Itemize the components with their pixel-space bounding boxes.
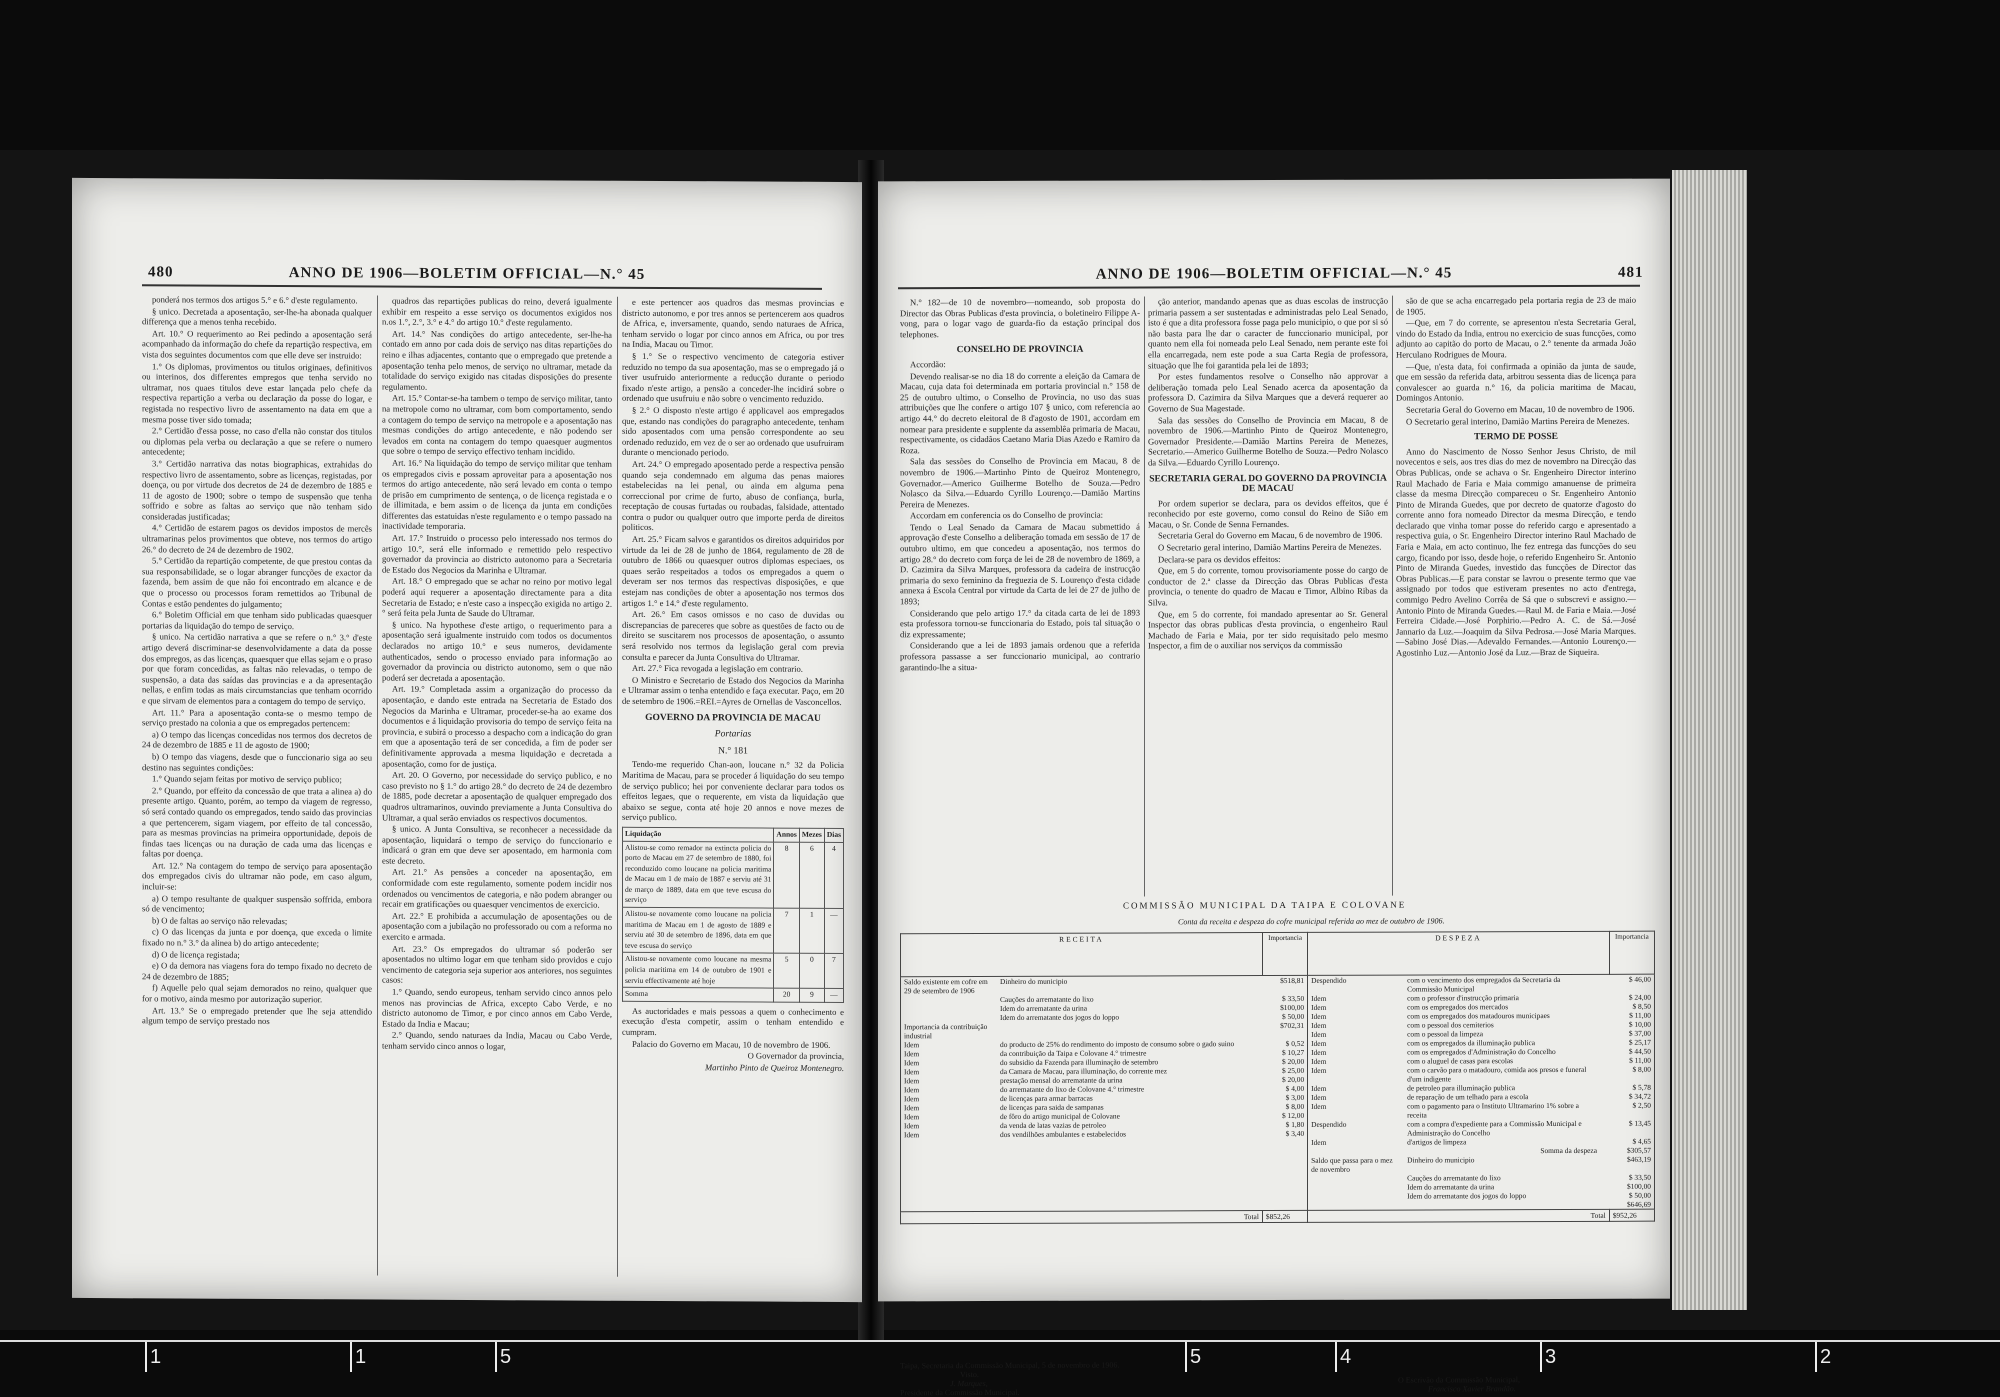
saldo-row-cell: Idem do arrematante da urina <box>1407 1182 1495 1192</box>
receita-row-cell: do producto de 25% do rendimento do imposto de consumo sobre o gado suino <box>1000 1039 1235 1049</box>
saldo-row-cell: $ 50,00 <box>1628 1190 1651 1200</box>
liq-cell: 5 <box>774 954 799 989</box>
section-subtitle: Portarias <box>714 729 752 740</box>
despeza-row <box>1308 1101 1654 1120</box>
liq-header-cell: Mezes <box>799 828 824 842</box>
receita-row-cell: da venda de latas vazias de petroleo <box>1000 1120 1106 1130</box>
receita-row-cell <box>997 1021 1253 1040</box>
paragraph: Sala das sessões do Conselho de Provincia em Macau, 8 de novembro de 1906.—Martinho Pinto de Queiroz Montenegro, Governador Presidente.—Damião Martins Pereira de Menezes, Secretario.—Americo Guilherme Botelho de Souza.—Pedro Nolasco da Silva.—Eduardo Cyrillo Lourenço. <box>1148 414 1388 468</box>
signature-name: Martinho Pinto de Queiroz Montenegro. <box>705 1062 844 1073</box>
paragraph: O Ministro e Secretario de Estado dos Negocios da Marinha e Ultramar assim o tenha entendido e faça executar. Paço, em 20 de setembro de 1906.=REI.=Ayres de Ornellas de Vasconcellos. <box>622 674 844 707</box>
paragraph: Art. 15.° Contar-se-ha tambem o tempo de serviço militar, tanto na metropole como no ultramar, com bom comportamento, sendo a contagem do tempo de serviço na metropole e a aposentação nas mesmas condições do artigo antecedente, e não podendo ser levados em conta na contagem do tempo quaesquer augmentos que sobre o tempo de serviço effectivo tenham incidido. <box>382 392 612 457</box>
saldo-total <box>1308 1200 1654 1210</box>
ruler-tick <box>1335 1342 1337 1372</box>
receita-row-cell: da contribuição da Taipa e Colovane 4.° trimestre <box>1000 1048 1147 1058</box>
paragraph: O Secretario geral interino, Damião Martins Pereira de Menezes. <box>1406 415 1630 427</box>
paragraph: Sala das sessões do Conselho de Provincia em Macau, 8 de novembro de 1906.—Martinho Pinto de Queiroz Montenegro, Governador.—Americo Guilherme Botelho de Souza.—Pedro Nolasco da Silva.—Eduardo Cyrillo Lourenço.—Damião Martins Pereira de Menezes. <box>900 455 1140 509</box>
paragraph: 3.° Certidão narrativa das notas biographicas, extrahidas do respectivo livro de assentamento, sobre as licenças, registadas, por doença, ou por virtude dos decretos de 24 de dezembro de 1885 e 11 de agosto de 1900; sobre o tempo de suspensão que tenha soffrido e sobre as faltas ao serviço que não tenham sido consideradas justificadas; <box>142 458 372 522</box>
liq-row <box>623 988 844 1003</box>
despeza-row-cell: Idem <box>1311 1101 1327 1111</box>
liq-cell: Alistou-se como remador na extincta policia do porto de Macau em 27 de setembro de 1880, foi reconduzido como loucane na policia maritima de Macau em 1 de maio de 1887 e serviu até 31 de março de 1889, data em que teve escusa do serviço <box>623 841 774 908</box>
paragraph: 5.° Certidão da repartição competente, de que prestou contas da sua responsabilidade, se o logar abranger funcções de exactor da fazenda, bem assim de que não foi encontrado em alcance e de que o processo ou processos foram remettidos ao Tribunal de Contas e estão pendentes do julgamento; <box>142 555 372 609</box>
liq-row <box>623 841 844 909</box>
saldo-row-cell <box>1308 1192 1404 1201</box>
receita-cell <box>901 975 1308 1211</box>
liq-cell: 4 <box>824 842 843 909</box>
paragraph: N.° 182—de 10 de novembro—nomeando, sob proposta do Director das Obras Publicas d'esta provincia, o boletineiro Filippe A-vong, para o logar vago de guarda-fio da estação principal dos telephones. <box>900 296 1140 340</box>
footer-escrivao-title: O Escrivão da Commissão Municipal, <box>1398 1375 1520 1385</box>
left-column-3 <box>622 297 844 1278</box>
running-title: ANNO DE 1906—BOLETIM OFFICIAL—N.° 45 <box>1095 265 1453 283</box>
receita-row-cell: Idem <box>904 1085 920 1095</box>
despeza-row-cell: Idem <box>1311 1065 1327 1075</box>
receita-row-cell: $ 20,00 <box>1281 1074 1305 1084</box>
paragraph: Art. 19.° Completada assim a organização do processo da aposentação, e dando este entrada na Secretaria de Estado dos Negocios da Marinha e Ultramar, proceder-se-ha ao exame dos documentos e á liquidação provisoria do tempo de serviço feita na provincia, e subirá o processo a despacho com a indicação do gran em que a aposentação terá de ser concedida, a fim de poder ser definitivamente approvada a mesma liquidação e decretada a aposentação, como for de justiça. <box>382 683 612 769</box>
receita-row-cell: prestação mensal do arrematante da urina <box>1000 1075 1123 1085</box>
left-column-1 <box>142 294 372 1275</box>
receita-row-cell: $ 1,80 <box>1285 1119 1305 1129</box>
ruler-tick <box>145 1342 147 1372</box>
accounts-title: COMMISSÃO MUNICIPAL DA TAIPA E COLOVANE <box>1123 899 1407 911</box>
saldo-row-cell: Dinheiro do municipio <box>1407 1155 1475 1165</box>
despeza-row-cell: $ 37,00 <box>1628 1028 1651 1038</box>
accounts-table <box>900 931 1655 1225</box>
receita-row-cell: $100,00 <box>1280 1002 1305 1012</box>
despeza-row-cell: $ 8,00 <box>1632 1064 1651 1074</box>
paragraph: b) O tempo das viagens, desde que o funccionario siga ao seu destino nas seguintes condições: <box>142 751 372 773</box>
despeza-row-cell: com o professor d'instrucção primaria <box>1407 993 1519 1003</box>
receita-row <box>901 976 1307 995</box>
receita-row-cell: de fôro do artigo municipal de Colovane <box>1000 1111 1120 1121</box>
paragraph: Devendo realisar-se no dia 18 do corrente a eleição da Camara de Macau, cuja data foi determinada em portaria provincial n.° 158 de 25 de outubro ultimo, o Conselho de Provincia, no uso das suas attribuições que lhe confere o artigo 107 § unico, com referencia ao artigo 44.° do decreto eleitoral de 8 d'agosto de 1901, accordam em nomear para presidente e supplente da assemblêa primaria de Macau, respectivamente, os cidadãos Caetano Maria Dias Azedo e Ramiro da Roza. <box>900 370 1140 456</box>
paragraph: 6.° Boletim Official em que tenham sido publicadas quaesquer portarias da liquidação do tempo de serviço. <box>142 609 372 631</box>
paragraph: Por estes fundamentos resolve o Conselho não approvar a deliberação tomada pelo Leal Senado acerca da aposentação da professora D. Cazimira da Silva Marques que a deverá requerer ao Governo de Sua Magestade. <box>1148 370 1388 414</box>
paragraph: Art. 17.° Instruido o processo pelo interessado nos termos do artigo 10.°, será elle informado e remettido pelo respectivo governador da provincia ao districto autonomo para a Secretaria de Estado dos Negocios da Marinha e Ultramar. <box>382 532 612 576</box>
liq-cell: 8 <box>774 842 799 909</box>
despeza-row-cell: $ 11,00 <box>1629 1010 1651 1020</box>
column-divider <box>617 297 618 1277</box>
paragraph: Art. 11.° Para a aposentação conta-se o mesmo tempo de serviço prestado na colonia a que os empregados pertencem: <box>142 706 372 729</box>
despeza-row-cell: Despendido <box>1311 1119 1347 1129</box>
footer-visto-name: J. Marques, <box>950 1378 988 1389</box>
paragraph: § 1.° Se o respectivo vencimento de categoria estiver reduzido no tempo da sua aposentação, mas se o empregado já o tiver usufruido anteriormente a reducção durante o periodo fixado n'este artigo, a pensão a conceder-lhe incidirá sobre o ordenado que usufruiu e não sobre o vencimento reduzido. <box>622 350 844 405</box>
portaria-text: Tendo-me requerido Chan-aon, loucane n.° 32 da Policia Maritima de Macau, para se proceder á liquidação do seu tempo de serviço publico; hei por conveniente declarar para todos os effeitos legaes, que o requerente, em vista da liquidação que abaixo se segue, conta até hoje 20 annos e nove mezes de serviço publico. <box>622 759 844 823</box>
despeza-row-cell: Idem <box>1311 1137 1327 1147</box>
receita-row-cell: $ 3,00 <box>1285 1092 1305 1102</box>
receita-row-cell: do arrematante do lixo de Colovane 4.° trimestre <box>1000 1084 1145 1094</box>
despeza-row-cell: com o pessoal dos cemiterios <box>1407 1020 1494 1030</box>
saldo-row-cell: Cauções do arrematante do lixo <box>1407 1173 1501 1183</box>
signature-title: O Governador da provincia, <box>747 1050 844 1062</box>
footer-place-date: Taipa, Secretaria da Commissão Municipal, 5 de novembro de 1906. <box>900 1360 1120 1371</box>
section-title: SECRETARIA GERAL DO GOVERNO DA PROVINCIA DE MACAU <box>1149 473 1387 495</box>
receita-row-cell: Idem <box>904 1121 920 1131</box>
despeza-row <box>1308 1119 1654 1138</box>
paragraph: c) O das licenças da junta e por doença, que exceda o limite fixado no n.° 3.° da alinea b) do artigo antecedente; <box>142 926 372 949</box>
receita-row-cell: Dinheiro do municipio <box>1000 976 1068 986</box>
paragraph: Considerando que pelo artigo 17.° da citada carta de lei de 1893 esta professora tornou-se funccionaria do Estado, pois tal situação o diz expressamente; <box>900 607 1140 640</box>
ruler-tick <box>495 1342 497 1372</box>
paragraph: Que, em 5 do corrente, tomou provisoriamente posse do cargo de conductor de 2.ª classe da Direcção das Obras Publicas d'esta provincia, o tenente do quadro de Macau e Timor, Albino Ribas da Silva. <box>1148 564 1388 608</box>
paragraph: 2.° Quando, sendo naturaes da India, Macau ou Cabo Verde, tenham servido cinco annos o logar, <box>382 1029 612 1052</box>
paragraph: 1.° Quando sejam feitas por motivo de serviço publico; <box>152 773 342 785</box>
despeza-row-cell: $ 10,00 <box>1628 1019 1651 1029</box>
despeza-row-cell: $ 46,00 <box>1628 974 1651 984</box>
despeza-row <box>1308 975 1654 994</box>
accounts-subtitle: Conta da receita e despeza do cofre municipal referida ao mez de outubro de 1906. <box>1178 916 1445 927</box>
despeza-total-label: Total <box>1308 1209 1610 1222</box>
paragraph: Secretaria Geral do Governo em Macau, 10 de novembro de 1906. <box>1406 403 1635 415</box>
column-divider <box>377 296 378 1276</box>
despeza-row-cell: d'artigos de limpeza <box>1407 1137 1467 1147</box>
receita-row-cell: Idem <box>904 1067 920 1077</box>
liq-cell: Alistou-se novamente como loucane na policia maritima de Macau em 1 de agosto de 1889 e serviu até 30 de setembro de 1896, data em que teve escusa do serviço <box>623 907 774 953</box>
ruler-mark: 5 <box>500 1346 512 1368</box>
importancia-header: Importancia <box>1609 931 1654 974</box>
despeza-row-cell: $ 8,50 <box>1632 1001 1651 1011</box>
paragraph: O Secretario geral interino, Damião Martins Pereira de Menezes. <box>1158 541 1382 553</box>
paragraph: Art. 22.° E prohibida a accumulação de aposentações ou de aposentação com a jubilação no professorado ou com a reforma no exercito e armada. <box>382 910 612 942</box>
paragraph: d) O de licença registada; <box>152 948 240 960</box>
ruler-mark: 4 <box>1340 1346 1352 1368</box>
paragraph: —Que, em 7 do corrente, se apresentou n'esta Secretaria Geral, vindo do Estado da India, entrou no exercicio de suas funcções, como adjunto ao capitão do porto de Macau, o 2.° tenente da armada João Herculano Rodrigues de Moura. <box>1396 316 1636 360</box>
receita-row-cell: Idem do arrematante da urina <box>1000 1003 1088 1013</box>
despeza-row-cell: com o vencimento dos empregados da Secretaria da Commissão Municipal <box>1407 975 1561 994</box>
column-divider <box>1392 296 1393 896</box>
liq-header-cell: Dias <box>824 828 843 842</box>
portaria-number: N.° 181 <box>718 746 748 757</box>
despeza-row-cell: Despendido <box>1311 975 1347 985</box>
paragraph: Art. 25.° Ficam salvos e garantidos os direitos adquiridos por virtude da lei de 28 de junho de 1864, regulamento de 28 de outubro de 1866 ou quaesquer outros diplomas especiaes, os quaes serão respeitados a todos os empregados a quem o deveram ser nos termos das respectivas disposições, e que estejam nas condições de obter a aposentação nos termos dos artigos 1.° e 14.° d'este regulamento. <box>622 533 844 609</box>
paragraph: Art. 23.° Os empregados do ultramar só poderão ser aposentados no ultimo logar em que tenham sido providos e cujo vencimento de categoria seja superior aos anteriores, nos seguintes casos: <box>382 943 612 986</box>
receita-row <box>901 1021 1307 1040</box>
scan-ruler <box>0 1340 2000 1380</box>
paragraph: b) O de faltas ao serviço não relevadas; <box>152 915 288 926</box>
despeza-row-cell: com os empregados d'Administração do Concelho <box>1407 1047 1556 1057</box>
ruler-tick <box>350 1342 352 1372</box>
receita-row-cell: de licenças para armar barracas <box>1000 1093 1093 1103</box>
importancia-header: Importancia <box>1262 932 1307 975</box>
paragraph: Considerando que a lei de 1893 jamais ordenou que a referida professora passasse a ser funccionario municipal, ao contrario garantindo-lhe a situa- <box>900 639 1140 672</box>
receita-row-cell: de licenças para saida de sampanas <box>1000 1102 1104 1112</box>
place-date: Palacio do Governo em Macau, 10 de novembro de 1906. <box>632 1038 831 1050</box>
despeza-header: DESPEZA <box>1308 931 1610 975</box>
paragraph: Art. 10.° O requerimento ao Rei pedindo a aposentação será acompanhado da informação do chefe da repartição respectiva, em vista dos seguintes documentos com que elle deve ser instruido: <box>142 328 372 361</box>
paragraph: Art. 24.° O empregado aposentado perde a respectiva pensão quando seja condemnado em alguma das penas maiores estabelecidas na lei penal, ou ainda em alguma pena correccional por crime de furto, abuso de confiança, burla, receptação de cousas furtadas ou roubadas, falsidade, attentado contra o pudor ou qualquer outro que importe perda de direitos politicos. <box>622 458 844 533</box>
receita-row-cell: Cauções do arrematante do lixo <box>1000 994 1094 1004</box>
receita-row-cell: da Camara de Macau, para illuminação, do corrente mez <box>1000 1066 1168 1076</box>
despeza-row-cell: $ 4,65 <box>1632 1136 1651 1146</box>
receita-row-cell: $ 25,00 <box>1281 1065 1305 1075</box>
receita-row-cell: Saldo existente em cofre em 29 de setembro de 1906 <box>904 976 988 996</box>
despeza-row-cell: Idem <box>1311 1083 1327 1093</box>
paragraph: Tendo o Leal Senado da Camara de Macau submettido á approvação d'este Conselho a deliberação tomada em sessão de 17 de outubro ultimo, em que concedeu a aposentação, nos termos do artigo 28.° do decreto com força de lei de 28 de novembro de 1869, a D. Cazimira da Silva Marques, professora da cadeira de instrucção primaria do sexo feminino da freguezia de S. Lourenço d'esta cidade annexa á Escola Central por virtude da Carta de lei de 27 de julho de 1893; <box>900 521 1140 607</box>
despeza-row-cell: com o carvão para o matadouro, comida aos presos e funeral d'um indigente <box>1407 1064 1587 1084</box>
left-page <box>72 178 862 1302</box>
liq-cell: 20 <box>774 988 799 1002</box>
receita-row-cell: Idem do arrematante dos jogos do loppo <box>1000 1012 1120 1022</box>
saldo-row-cell: $463,19 <box>1626 1154 1651 1164</box>
receita-row-cell: $ 8,00 <box>1285 1101 1305 1111</box>
despeza-row-cell: $ 5,78 <box>1632 1082 1651 1092</box>
liq-cell: — <box>824 989 843 1003</box>
despeza-row-cell: Idem <box>1311 1092 1327 1102</box>
paragraph: Art. 14.° Nas condições do artigo antecedente, ser-lhe-ha contado em anno por cada dois de serviço nas ditas repartições do reino e ilhas adjacentes, contanto que o empregado que pretende a aposentação tenha pelo menos, de serviço no ultramar, metade da totalidade do serviço exigido nas citadas disposições do presente regulamento. <box>382 328 612 392</box>
liq-cell: 7 <box>824 954 843 989</box>
saldo-row-cell: $ 33,50 <box>1628 1172 1651 1182</box>
receita-row-cell: Idem <box>904 1130 920 1140</box>
liq-cell: 0 <box>799 954 824 989</box>
receita-row-cell: Importancia da contribuição industrial <box>904 1022 988 1041</box>
paragraph: Art. 18.° O empregado que se achar no reino por motivo legal poderá aqui requerer a aposentação directamente para a dita Secretaria de Estado; e n'este caso a inspecção exigida no artigo 2.° será feita pela Junta de Saude do Ultramar. <box>382 576 612 619</box>
paragraph: e) O da demora nas viagens fora do tempo fixado no decreto de 24 de dezembro de 1885; <box>142 960 372 982</box>
liq-cell: — <box>824 908 843 953</box>
paragraph: 2.° Certidão d'essa posse, no caso d'ella não constar dos titulos ou diplomas pela verba ou declaração a que se refere o numero antecedente; <box>142 425 372 457</box>
paragraph: quadros das repartições publicas do reino, deverá igualmente exhibir em respeito a esse serviço os documentos exigidos nos n.os 1.°, 2.°, 3.° e 4.° do artigo 10.° d'este regulamento. <box>382 295 612 328</box>
despeza-row <box>1308 1065 1654 1084</box>
right-column-3 <box>1396 295 1636 896</box>
paragraph: Art. 13.° Se o empregado pretender que lhe seja attendido algum tempo de serviço prestado nos <box>142 1004 372 1027</box>
right-column-1 <box>900 296 1140 897</box>
paragraph: Declara-se para os devidos effeitos: <box>1158 553 1281 565</box>
paragraph: a) O tempo resultante de qualquer suspensão soffrida, embora só de vencimento; <box>142 893 372 914</box>
saldo-total-cell: $646,69 <box>1626 1199 1651 1209</box>
liq-cell: 6 <box>799 842 824 909</box>
saldo-row-cell <box>1308 1174 1404 1183</box>
liq-header-cell: Liquidação <box>623 827 774 841</box>
despeza-row-cell: com os empregados dos matadouros municipaes <box>1407 1011 1550 1021</box>
paragraph: a) O tempo das licenças concedidas nos termos dos decretos de 24 de dezembro de 1885 e 11 de agosto de 1900; <box>142 729 372 751</box>
despeza-list <box>1308 975 1654 1210</box>
liq-cell: 7 <box>774 908 799 954</box>
despeza-row-cell: de petroleo para illuminação publica <box>1407 1083 1516 1093</box>
paragraph: 4.° Certidão de estarem pagos os devidos impostos de mercês ultramarinas pelos provimentos que obteve, nos termos do artigo 26.° do decreto de 24 de dezembro de 1902. <box>142 522 372 555</box>
ruler-tick <box>1815 1342 1817 1372</box>
page-number: 481 <box>1618 264 1644 281</box>
receita-row-cell: $ 4,00 <box>1285 1083 1305 1093</box>
paragraph: Por ordem superior se declara, para os devidos effeitos, que é reconhecido por este governo, como consul do Reino de Sião em Macau, o Sr. Conde de Senna Fernandes. <box>1148 497 1388 530</box>
despeza-row-cell: Idem <box>1311 1056 1327 1066</box>
receita-row-cell: $ 50,00 <box>1281 1011 1305 1021</box>
receita-row-cell: $ 0,52 <box>1285 1038 1305 1048</box>
despeza-row-cell: $ 11,00 <box>1629 1055 1651 1065</box>
despeza-row-cell: $ 44,50 <box>1628 1046 1651 1056</box>
saldo-total-cell <box>1308 1200 1600 1210</box>
saldo-row-cell: Saldo que passa para o mez de novembro <box>1311 1155 1393 1174</box>
paragraph: —Que, n'esta data, foi confirmada a opinião da junta de saude, que em sessão da referida data, arbitrou sessenta dias de licença para convalescer ao guarda n.° 16, da policia maritima de Macau, Domingos Antonio. <box>1396 360 1636 403</box>
paragraph: 1.° Quando, sendo europeus, tenham servido cinco annos pelo menos nas provincias de Africa, excepto Cabo Verde, e no districto autonomo de Timor, e por cinco annos em Cabo Verde, Estado da India e Macau; <box>382 986 612 1029</box>
receita-row-cell <box>901 1013 997 1022</box>
despeza-row-cell: Idem <box>1311 993 1327 1003</box>
receita-list <box>901 976 1307 1139</box>
despeza-row-cell: $ 34,72 <box>1628 1091 1651 1101</box>
ruler-mark: 1 <box>355 1346 367 1368</box>
left-column-2 <box>382 296 612 1277</box>
despeza-row-cell: com a compra d'expediente para a Commissão Municipal e Administração do Concelho <box>1407 1118 1582 1138</box>
receita-row-cell: $ 33,50 <box>1281 993 1305 1003</box>
despeza-row-cell: $ 2,50 <box>1632 1100 1651 1110</box>
paragraph: ção anterior, mandando apenas que as duas escolas de instrucção primaria passem a ser sustentadas e administradas pelo Leal Senado, isto é que a dita professora fosse paga pelo municipio, o que por si só não basta para lhe dar o caracter de funccionario municipal, por quanto nem ella foi nomeada pelo Leal Senado, nem perante este foi ella encarregada, nem este pode a sua Carta Regia de professora, situação que lhe foi garantida pela lei de 1893; <box>1148 295 1388 371</box>
footer-visto-title: Presidente da Commissão Municipal. <box>900 1387 1020 1397</box>
paragraph: Accordam em conferencia os do Conselho de provincia: <box>910 509 1104 521</box>
receita-row-cell: Idem <box>904 1103 920 1113</box>
ruler-mark: 1 <box>150 1346 162 1368</box>
ruler-tick <box>1185 1342 1187 1372</box>
despeza-cell <box>1308 974 1655 1210</box>
liq-cell: Alistou-se novamente como loucane na mesma policia maritima em 14 de outubro de 1901 e serviu effectivamente até hoje <box>623 953 774 989</box>
paragraph: f) Aquelle pelo qual sejam demorados no reino, qualquer que for o motivo, ainda mesmo por autorização superior. <box>142 982 372 1005</box>
receita-row-cell <box>901 1004 997 1013</box>
paragraph: Art. 26.° Em casos omissos e no caso de duvidas ou discrepancias de pareceres que sobre as questões de facto ou de direito se suscitarem nos processos de aposentação, o assunto será resolvido nos termos da legislação geral com previa consulta e parecer da Junta Consultiva do Ultramar. <box>622 609 844 663</box>
receita-row-cell: Idem <box>904 1040 920 1050</box>
header-rule <box>898 285 1640 290</box>
ruler-mark: 2 <box>1820 1346 1832 1368</box>
receita-row-cell <box>901 995 997 1004</box>
paragraph: § unico. Decretada a aposentação, ser-lhe-ha abonada qualquer differença que a menos tenha recebido. <box>142 305 372 328</box>
despeza-row-cell: Idem <box>1311 1020 1327 1030</box>
paragraph: 1.° Os diplomas, provimentos ou titulos originaes, definitivos ou interinos, dos differentes empregos que tenha servido no ultramar, nos quaes titulos deve estar lançada pelo chefe da respectiva repartição a verba ou declaração da posse do logar, e registada no respectivo livro de assentamento na data em que a mesma posse tiver sido tomada; <box>142 360 372 425</box>
receita-row-cell: Idem <box>904 1094 920 1104</box>
receita-total: $852,26 <box>1262 1210 1307 1222</box>
receita-row <box>901 1129 1307 1139</box>
receita-row-cell: $518,81 <box>1280 975 1305 985</box>
right-column-2 <box>1148 296 1388 897</box>
despeza-row-cell: Idem <box>1311 1011 1327 1021</box>
despeza-row-cell: com os empregados da illuminação publica <box>1407 1038 1536 1048</box>
footer-escrivao-name: Francisco Xavier Brandão. <box>1428 1384 1516 1394</box>
saldo-row <box>1308 1155 1654 1174</box>
liquidation-table <box>622 827 844 1003</box>
ruler-mark: 5 <box>1190 1346 1202 1368</box>
paragraph: Art. 21.° As pensões a conceder na aposentação, em conformidade com este regulamento, somente podem incidir nos ordenados ou vencimentos de categoria, e não podem abranger ou recair em gratificações ou quaesquer vencimentos de exercicio. <box>382 867 612 910</box>
despeza-row-cell: de reparação de um telhado para a escola <box>1407 1092 1529 1102</box>
despeza-row-cell: $ 25,17 <box>1628 1037 1651 1047</box>
receita-row-cell: Idem <box>904 1112 920 1122</box>
paragraph: Anno do Nascimento de Nosso Senhor Jesus Christo, de mil novecentos e seis, aos tres dias do mez de novembro na Direcção das Obras Publicas, onde se achava o Sr. Engenheiro Director interino Raul Machado de Faria e Maia commigo amanuense de primeira classe da mesma Direcção compareceu o Sr. Engenheiro Antonio Pinto de Miranda Guedes, que por decreto de quatorze d'agosto do corrente anno fora nomeado Director da mesma Direcção, e tendo declarado que vinha tomar posse do referido cargo e apresentado a respectiva guia, o Sr. Engenheiro Director interino Raul Machado de Faria e Maia, em acto continuo, lhe fez entrega das funcções do seu cargo, ficando por isso, desde hoje, o referido Engenheiro Sr. Antonio Pinto de Miranda Guedes, investido das funcções de Director das Obras Publicas.—E para constar se lavrou o presente termo que vae assignado por todos que estiveram presentes no acto d'entrega, commigo Pedro Avelino Corrêa de Sá que o subscrevi e assigno.—Antonio Pinto de Miranda Guedes.—Raul M. de Faria e Maia.—José Ferreira Cidade.—José Porphirio.—Pedro A. C. de Sá.—José Jannario da Luz.—Joaquim da Silva Pedrosa.—José Maria Marques.—Sabino José Dias.—Adevaldo Fernandes.—Antonio Lourenço.—Agostinho Luz.—Antonio José da Luz.—Braz de Siqueira. <box>1396 445 1636 658</box>
paragraph: § 2.° O disposto n'este artigo é applicavel aos empregados que, estando nas condições do paragrapho antecedente, tenham sido aposentados com uma pensão correspondente ao seu ordenado reduzido, em vez de o ser ao ordenado que usufruiram durante o mencionado periodo. <box>622 404 844 458</box>
paragraph: Art. 20. O Governo, por necessidade do serviço publico, e no caso previsto no § 1.° do artigo 28.° do decreto de 24 de dezembro de 1885, pode decretar a aposentação de qualquer empregado dos quadros ultramarinos, ouvindo previamente a Junta Consultiva do Ultramar, a qual serão enviados os respectivos documentos. <box>382 769 612 824</box>
paragraph: Art. 12.° Na contagem do tempo de serviço para aposentação dos empregados civis do ultramar não pode, em caso algum, incluir-se: <box>142 860 372 892</box>
running-title: ANNO DE 1906—BOLETIM OFFICIAL—N.° 45 <box>288 265 646 283</box>
despeza-row-cell: Idem <box>1311 1047 1327 1057</box>
receita-total-label: Total <box>901 1211 1263 1224</box>
right-header <box>878 264 1670 283</box>
liq-cell: 1 <box>799 908 824 954</box>
receita-row-cell: $ 12,00 <box>1281 1110 1305 1120</box>
liq-cell: 9 <box>799 988 824 1002</box>
liq-row <box>623 907 844 954</box>
despeza-row-cell: Idem <box>1311 1002 1327 1012</box>
receita-row-cell: Idem <box>904 1076 920 1086</box>
ruler-tick <box>1540 1342 1542 1372</box>
ruler-mark: 3 <box>1545 1346 1557 1368</box>
left-header <box>72 264 862 283</box>
paragraph: Accordão: <box>910 359 946 370</box>
section-title: TERMO DE POSSE <box>1474 432 1558 443</box>
receita-row-cell: $702,31 <box>1280 1020 1305 1030</box>
despeza-row-cell: com o aluguel de casas para escolas <box>1407 1056 1514 1066</box>
saldo-row-cell: Idem do arrematante dos jogos do loppo <box>1407 1191 1527 1201</box>
paragraph: 2.° Quando, por effeito da concessão de que trata a alinea a) do presente artigo. Quanto, porém, ao tempo da viagem de regresso, só será contado quando os empregados, tendo saido das provincias a que pertencerem, sigam viagem, por effeito de tal concessão, para as mesmas provincias na primeira opportunidade, depois de findas taes licenças ou na duração de cada uma das licenças e faltas por doença. <box>142 785 372 859</box>
receita-row-cell: $ 10,27 <box>1281 1047 1305 1057</box>
liq-header-cell: Annos <box>774 828 799 842</box>
saldo-row-cell: $100,00 <box>1626 1181 1651 1191</box>
despeza-row-cell: com o pagamento para o Instituto Ultramarino 1% sobre a receita <box>1407 1100 1579 1120</box>
paragraph: e este pertencer aos quadros das mesmas provincias e districto autonomo, e por tres annos se pertencerem aos quadros de Africa, e, inversamente, quando, sendo naturaes de Africa, tenham servido o logar por cinco annos em Africa, ou por tres na India, Macau ou Timor. <box>622 296 844 350</box>
receita-row-cell: $ 3,40 <box>1285 1128 1305 1138</box>
footer-visto: Visto. <box>960 1370 979 1380</box>
receita-header: RECEITA <box>901 933 1263 977</box>
paragraph: § unico. Na hypothese d'este artigo, o requerimento para a aposentação será igualmente instruido com todos os documentos declarados no artigo 10.° e seus numeros, devidamente authenticados, sendo o processo enviado para informação ao governador da provincia ou districto autonomo, sem o que não poderá ser decretada a aposentação. <box>382 619 612 683</box>
saldo-row-cell <box>1308 1183 1404 1192</box>
paragraph: Secretaria Geral do Governo em Macau, 6 de novembro de 1906. <box>1158 530 1383 541</box>
closing-text: As auctoridades e mais pessoas a quem o conhecimento e execução d'esta competir, assim o tenham entendido e cumpram. <box>622 1005 844 1037</box>
header-rule <box>142 284 822 290</box>
paragraph: ponderá nos termos dos artigos 5.° e 6.° d'este regulamento. <box>152 294 358 306</box>
despeza-somma-cell: Somma da despeza <box>1540 1145 1597 1156</box>
paragraph: Que, em 5 do corrente, foi mandado apresentar ao Sr. General Inspector das obras publicas d'esta provincia, o engenheiro Raul Machado de Faria e Maia, por ter sido requisitado pelo mesmo Inspector, a fim de o auxiliar nos serviços da commissão <box>1148 608 1388 651</box>
despeza-row-cell: com os empregados dos mercados <box>1407 1002 1509 1012</box>
despeza-somma-cell: $305,57 <box>1626 1145 1651 1155</box>
receita-row-cell: $ 20,00 <box>1281 1056 1305 1066</box>
receita-row-cell: dos vendilhões ambulantes e estabelecidos <box>1000 1129 1127 1139</box>
liq-row <box>623 953 844 989</box>
receita-row-cell: Idem <box>904 1049 920 1059</box>
section-title: CONSELHO DE PROVINCIA <box>956 345 1084 356</box>
page-number: 480 <box>148 264 174 281</box>
column-divider <box>1144 296 1145 896</box>
section-title: GOVERNO DA PROVINCIA DE MACAU <box>645 712 821 724</box>
paragraph: Art. 16.° Na liquidação do tempo de serviço militar que tenham os empregados civis e possam aproveitar para a aposentação nos termos do artigo antecedente, não será levado em conta o tempo de prisão em cumprimento de sentença, o de licença registada e o de illimitada, e bem assim o de licença da junta em condições differentes das estatuidas n'este regulamento e o tempo passado na inactividade temporaria. <box>382 457 612 532</box>
paragraph: Art. 27.° Fica revogada a legislação em contrario. <box>632 663 803 674</box>
despeza-row-cell: Idem <box>1311 1038 1327 1048</box>
despeza-row-cell: $ 13,45 <box>1628 1118 1651 1128</box>
liq-cell: Somma <box>623 988 774 1002</box>
despeza-row-cell: Idem <box>1311 1029 1327 1039</box>
despeza-row-cell: $ 24,00 <box>1628 992 1651 1002</box>
receita-row-cell: do subsidio da Fazenda para illuminação de setembro <box>1000 1057 1159 1067</box>
paragraph: § unico. Na certidão narrativa a que se refere o n.° 3.° d'este artigo deverá discriminar-se desenvolvidamente a data da posse dos empregos, as das licenças, quaesquer que ellas sejam e o praso por que foram concedidas, as faltas não relevadas, o tempo de suspensão, a data das saídas das provincias e a da apresentação nellas, e enfim todas as mais circumstancias que tenham ocorrido e que sirvam de elementos para a contagem do tempo de serviço. <box>142 631 372 707</box>
receita-row-cell: Idem <box>904 1058 920 1068</box>
right-page <box>878 179 1670 1397</box>
despeza-row-cell: com o pessoal da limpeza <box>1407 1029 1484 1039</box>
paragraph: § unico. A Junta Consultiva, se reconhecer a necessidade da aposentação, liquidará o tempo de serviço do funccionario e indicará o gran em que deve ser aposentado, em harmonia com este decreto. <box>382 823 612 866</box>
page-edges <box>1672 170 1747 1310</box>
despeza-total: $952,26 <box>1609 1209 1654 1221</box>
paragraph: são de que se acha encarregado pela portaria regia de 23 de maio de 1905. <box>1396 294 1636 317</box>
